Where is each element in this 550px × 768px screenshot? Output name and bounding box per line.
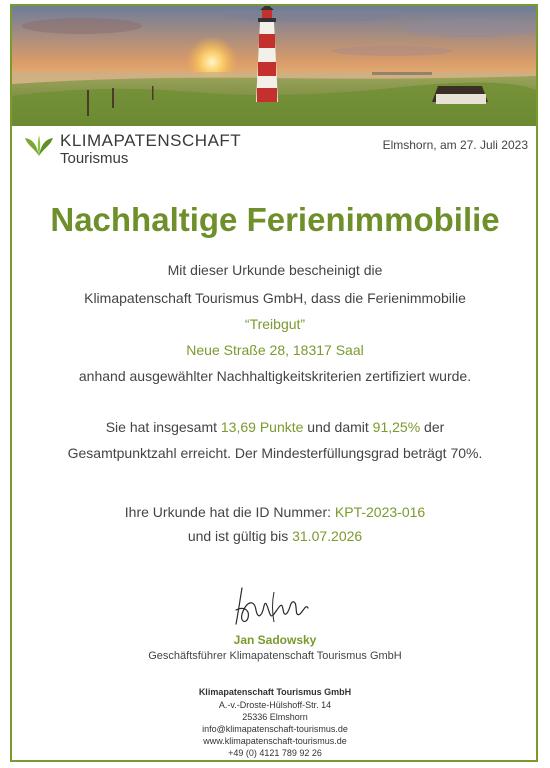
id-label: Ihre Urkunde hat die ID Nummer: [124,504,335,520]
property-name: “Treibgut” [244,316,306,332]
score-text-a: Sie hat insgesamt [105,419,221,435]
brand-subname: Tourismus [60,150,129,167]
certificate-title: Nachhaltige Ferienimmobilie [50,201,500,238]
validity-label: und ist gültig bis [187,528,293,544]
footer-email: info@klimapatenschaft-tourismus.de [202,724,348,734]
footer-city: 25336 Elmshorn [242,712,308,722]
header-photo-lighthouse [12,6,536,126]
body-line-2: Klimapatenschaft Tourismus GmbH, dass die Ferienimmobilie [84,290,466,306]
signer-name: Jan Sadowsky [233,633,317,647]
brand-logo [24,132,241,167]
score-line-2: Gesamtpunktzahl erreicht. Der Mindesterfüllungsgrad beträgt 70%. [67,445,483,461]
handwritten-signature [228,580,318,630]
footer-phone: +49 (0) 4121 789 92 26 [228,748,322,758]
score-text-c: der [420,419,445,435]
validity-line [0,528,550,544]
score-line [0,419,550,435]
score-percent: 91,25% [372,419,421,435]
score-points: 13,69 Punkte [220,419,304,435]
property-address: Neue Straße 28, 18317 Saal [186,342,364,358]
footer-website: www.klimapatenschaft-tourismus.de [203,736,347,746]
place-and-date: Elmshorn, am 27. Juli 2023 [382,138,528,152]
leaf-icon [24,134,54,158]
validity-date: 31.07.2026 [292,528,363,544]
footer-company: Klimapatenschaft Tourismus GmbH [198,687,352,697]
id-line [0,504,550,520]
brand-name: KLIMAPATENSCHAFT [60,131,242,150]
id-value: KPT-2023-016 [334,504,426,520]
score-text-b: und damit [303,419,373,435]
body-line-5: anhand ausgewählter Nachhaltigkeitskriterien zertifiziert wurde. [78,368,472,384]
signer-role: Geschäftsführer Klimapatenschaft Tourismus GmbH [148,650,402,662]
body-line-1: Mit dieser Urkunde bescheinigt die [167,262,383,278]
footer-street: A.-v.-Droste-Hülshoff-Str. 14 [218,700,332,710]
